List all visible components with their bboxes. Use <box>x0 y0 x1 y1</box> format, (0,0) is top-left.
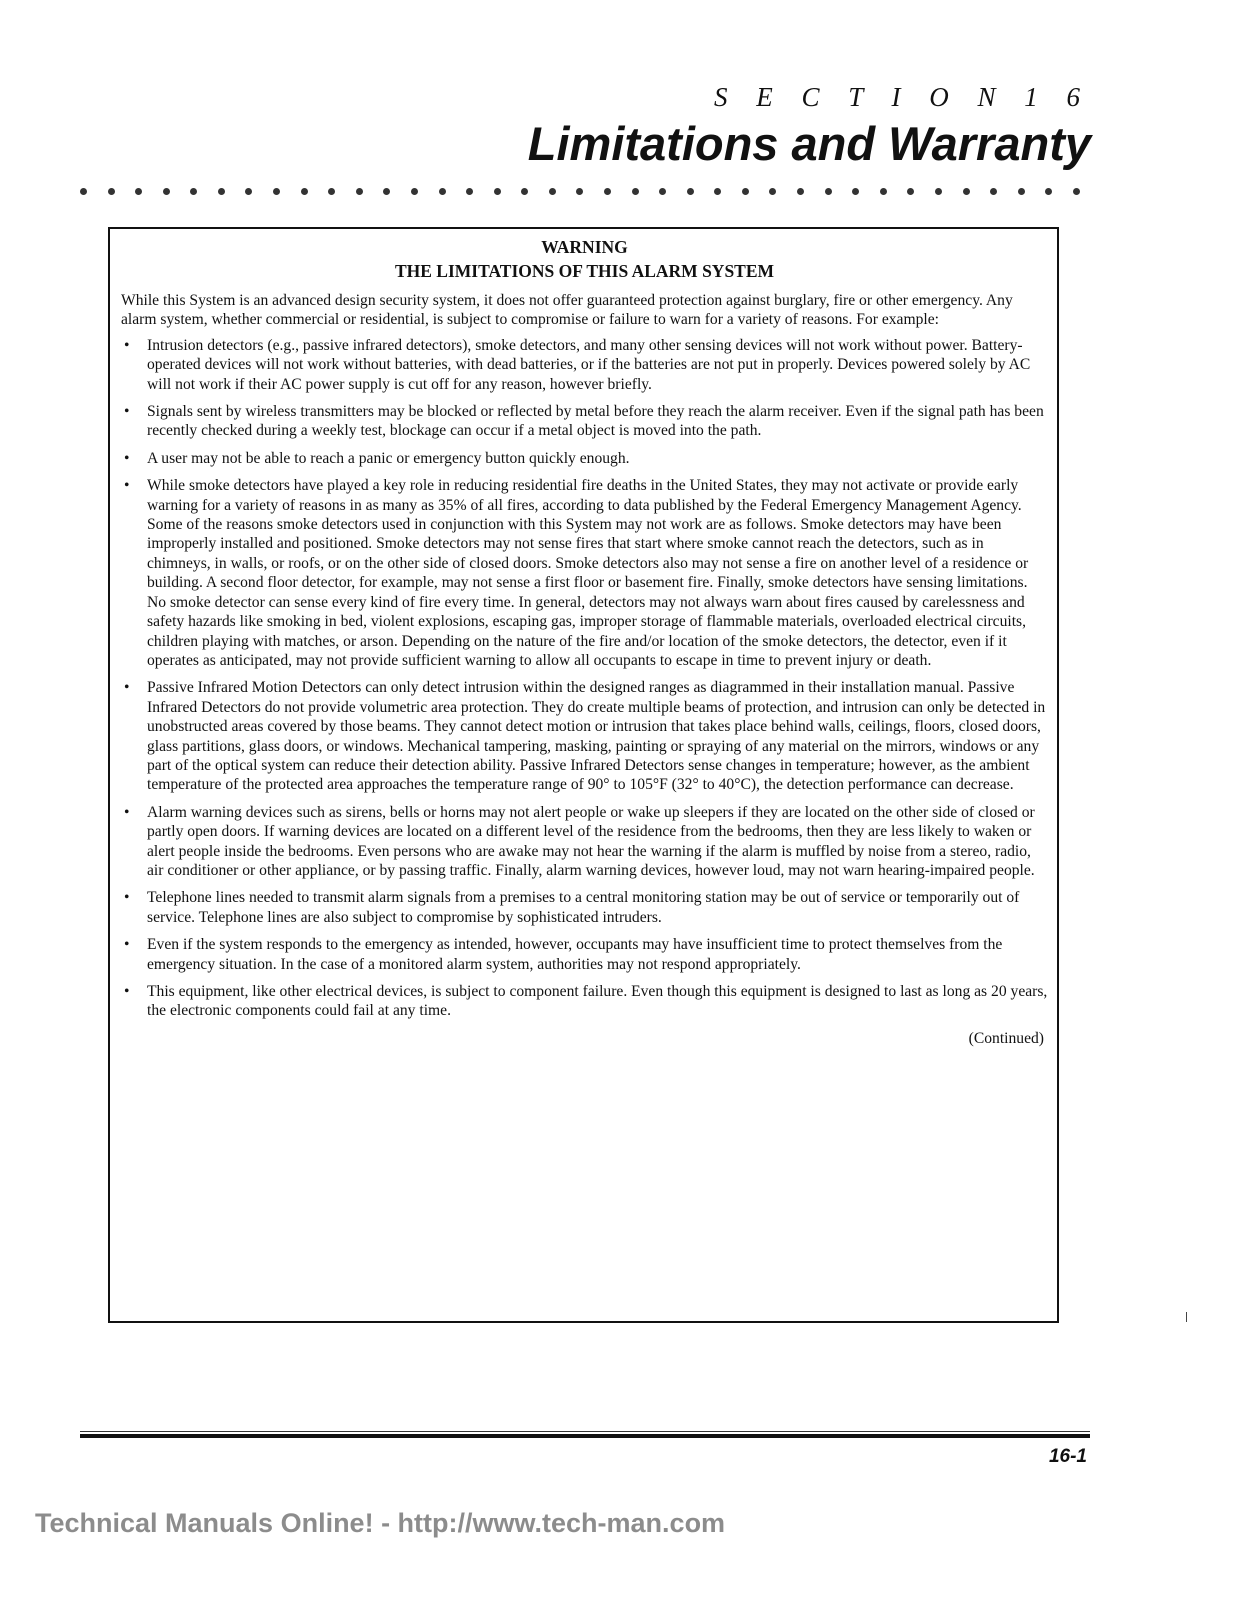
list-item-text: Intrusion detectors (e.g., passive infrared detectors), smoke detectors, and many other sensing devices will not work without power. Battery-operated devices will not work without batteries, with dead batteries, or if the batteries are not put in properly. Devices powered solely by AC will not work if their AC power supply is cut off for any reason, however briefly. <box>147 336 1031 393</box>
divider-dot <box>328 188 335 195</box>
limitations-list <box>121 336 1048 1021</box>
bullet-icon: • <box>124 477 130 495</box>
divider-dot <box>218 188 225 195</box>
divider-dot <box>604 188 611 195</box>
divider-dot <box>769 188 776 195</box>
list-item <box>121 982 1048 1021</box>
list-item <box>121 402 1048 441</box>
divider-dot <box>963 188 970 195</box>
divider-dot <box>576 188 583 195</box>
scan-mark <box>1186 1312 1187 1322</box>
divider-dot <box>632 188 639 195</box>
watermark-text: Technical Manuals Online! - http://www.tech-man.com <box>35 1508 726 1538</box>
divider-dot <box>825 188 832 195</box>
divider-dot <box>990 188 997 195</box>
divider-dot <box>687 188 694 195</box>
list-item-text: While smoke detectors have played a key role in reducing residential fire deaths in the United States, they may not activate or provide early warning for a variety of reasons in as many as 35% of all fires, according to data published by the Federal Emergency Management Agency. Some of the reasons smoke detectors used in conjunction with this System may not work are as follows. Smoke detectors may have been improperly installed and positioned. Smoke detectors may not sense fires that start where smoke cannot reach the detectors, such as in chimneys, in walls, or roofs, or on the other side of closed doors. Smoke detectors also may not sense a fire on another level of a residence or building. A second floor detector, for example, may not sense a first floor or basement fire. Finally, smoke detectors have sensing limitations. No smoke detector can sense every kind of fire every time. In general, detectors may not always warn about fires caused by carelessness and safety hazards like smoking in bed, violent explosions, escaping gas, improper storage of flammable materials, overloaded electrical circuits, children playing with matches, or arson. Depending on the nature of the fire and/or location of the smoke detectors, the detector, even if it operates as anticipated, may not provide sufficient warning to allow all occupants to escape in time to prevent injury or death. <box>147 477 1029 669</box>
list-item-text: A user may not be able to reach a panic or emergency button quickly enough. <box>147 449 630 467</box>
divider-dot <box>880 188 887 195</box>
divider-dot <box>852 188 859 195</box>
warning-subheading: THE LIMITATIONS OF THIS ALARM SYSTEM <box>394 261 775 281</box>
list-item <box>121 935 1048 974</box>
bullet-icon: • <box>124 936 130 954</box>
list-item-text: Signals sent by wireless transmitters may be blocked or reflected by metal before they reach the alarm receiver. Even if the signal path has been recently checked during a weekly test, blockage can occur if a metal object is moved into the path. <box>147 403 1044 440</box>
divider-dot <box>466 188 473 195</box>
divider-dot <box>273 188 280 195</box>
list-item <box>121 803 1048 881</box>
bullet-icon: • <box>124 403 130 421</box>
divider-dot <box>549 188 556 195</box>
page-title: Limitations and Warranty <box>527 117 1091 170</box>
divider-dot <box>521 188 528 195</box>
warning-box <box>108 227 1059 1323</box>
divider-dot <box>163 188 170 195</box>
list-item <box>121 678 1048 794</box>
divider-dot <box>356 188 363 195</box>
divider-dot <box>80 188 87 195</box>
list-item-text: Even if the system responds to the emergency as intended, however, occupants may have insufficient time to protect themselves from the emergency situation. In the case of a monitored alarm system, authorities may not respond appropriately. <box>147 936 1003 973</box>
list-item <box>121 888 1048 927</box>
divider-dot <box>659 188 666 195</box>
list-item-text: Passive Infrared Motion Detectors can only detect intrusion within the designed ranges as diagrammed in their installation manual. Passive Infrared Detectors do not provide volumetric area protection. They do create multiple beams of protection, and intrusion can only be detected in unobstructed areas covered by those beams. They cannot detect motion or intrusion that takes place behind walls, ceilings, floors, closed doors, glass partitions, glass doors, or windows. Mechanical tampering, masking, painting or spraying of any material on the mirrors, windows or any part of the optical system can reduce their detection ability. Passive Infrared Detectors sense changes in temperature; however, as the ambient temperature of the protected area approaches the temperature range of 90° to 105°F (32° to 40°C), the detection performance can decrease. <box>147 679 1046 794</box>
dotted-divider <box>80 185 1080 197</box>
intro-paragraph: While this System is an advanced design security system, it does not offer guaranteed protection against burglary, fire or other emergency. Any alarm system, whether commercial or residential, is subject to compromise or failure to warn for a variety of reasons. For example: <box>121 292 1013 329</box>
list-item <box>121 449 1048 468</box>
bullet-icon: • <box>124 336 130 354</box>
footer-rule-thick <box>80 1434 1090 1438</box>
bullet-icon: • <box>124 803 130 821</box>
divider-dot <box>439 188 446 195</box>
continued-label: (Continued) <box>968 1029 1044 1047</box>
bullet-icon: • <box>124 983 130 1000</box>
bullet-icon: • <box>124 889 130 907</box>
list-item-text: Alarm warning devices such as sirens, bells or horns may not alert people or wake up sleepers if they are located on the other side of closed or partly open doors. If warning devices are located on a different level of the residence from the bedrooms, then they are less likely to waken or alert people inside the bedrooms. Even persons who are awake may not hear the warning if the alarm is muffled by noise from a stereo, radio, air conditioner or other appliance, or by passing traffic. Finally, alarm warning devices, however loud, may not warn hearing-impaired people. <box>147 803 1035 879</box>
divider-dot <box>1073 188 1080 195</box>
bullet-icon: • <box>124 449 130 467</box>
footer-rule <box>80 1431 1090 1432</box>
list-item <box>121 476 1048 670</box>
divider-dot <box>797 188 804 195</box>
divider-dot <box>411 188 418 195</box>
list-item-text: This equipment, like other electrical devices, is subject to component failure. Even though this equipment is designed to last as long as 20 years, the electronic components could fail at any time. <box>147 983 1048 1020</box>
divider-dot <box>135 188 142 195</box>
divider-dot <box>108 188 115 195</box>
divider-dot <box>907 188 914 195</box>
divider-dot <box>935 188 942 195</box>
warning-heading: WARNING <box>541 237 628 257</box>
list-item <box>121 336 1048 394</box>
section-label: S E C T I O N 1 6 <box>713 82 1091 112</box>
divider-dot <box>494 188 501 195</box>
divider-dot <box>1045 188 1052 195</box>
divider-dot <box>383 188 390 195</box>
divider-dot <box>245 188 252 195</box>
divider-dot <box>1018 188 1025 195</box>
list-item-text: Telephone lines needed to transmit alarm signals from a premises to a central monitoring station may be out of service or temporarily out of service. Telephone lines are also subject to compromise by sophisticated intruders. <box>147 889 1020 926</box>
bullet-icon: • <box>124 679 130 697</box>
divider-dot <box>714 188 721 195</box>
divider-dot <box>190 188 197 195</box>
page-number: 16-1 <box>1048 1446 1087 1467</box>
divider-dot <box>301 188 308 195</box>
divider-dot <box>742 188 749 195</box>
